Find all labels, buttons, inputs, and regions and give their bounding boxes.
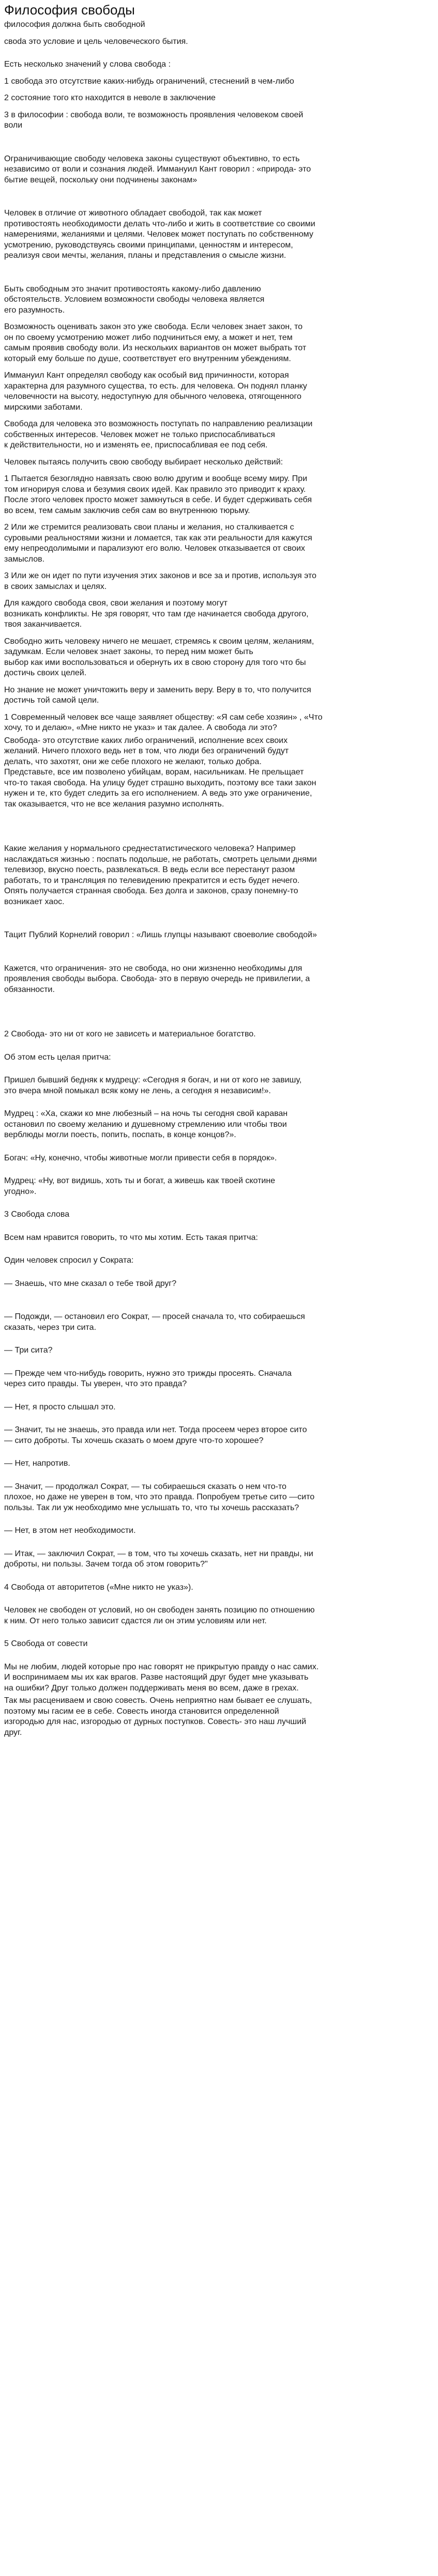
article-paragraph: 5 Свобода от совести	[4, 1639, 88, 1648]
article-paragraph: Тацит Публий Корнелий говорил : «Лишь глупцы называют своеволие свободой»	[4, 930, 317, 939]
article-paragraph: — Три сита?	[4, 1346, 53, 1355]
article-paragraph: Богач: «Ну, конечно, чтобы животные могли привести себя в порядок».	[4, 1153, 277, 1162]
article-paragraph: — Нет, я просто слышал это.	[4, 1402, 116, 1411]
article-paragraph: Быть свободным это значит противостоять какому-либо давлению обстоятельств. Условием возможности свободы человека является его разумность.	[4, 284, 265, 315]
article-paragraph: — Значит, — продолжал Сократ, — ты собираешься сказать о нем что-то плохое, но даже не уверен в том, что это правда. Попробуем третье сито —сито пользы. Так ли уж необходимо мне услышать то, что ты хочешь рассказать?	[4, 1482, 315, 1512]
article-paragraph: Мудрец : «Ха, скажи ко мне любезный – на ночь ты сегодня свой караван остановил по своему желанию и душевному стремлению или чтобы твои верблюды могли поесть, попить, поспать, в конце концов?».	[4, 1109, 288, 1139]
article-paragraph: — Прежде чем что-нибудь говорить, нужно это трижды просеять. Сначала через сито правды. Ты уверен, что это правда?	[4, 1369, 292, 1388]
article-paragraph: Какие желания у нормального среднестатистического человека? Например наслаждаться жизнью : поспать подольше, не работать, смотреть целыми днями телевизор, вкусно поесть, развлекаться. В ведь если все перестанут разом работать, то и трансляция по телевидению прекратится и есть будет нечего. Опять получается странная свобода. Без долга и законов, сразу понемну-то возникает хаос.	[4, 844, 317, 906]
article-paragraph: Иммануил Кант определял свободу как особый вид причинности, которая характерна для разумного существа, то есть. для человека. Он поднял планку человечности на высоту, недоступную для обычного человека, отягощенного мирскими заботами.	[4, 371, 307, 412]
article-paragraph: — Знаешь, что мне сказал о тебе твой друг?	[4, 1279, 177, 1288]
article-paragraph: Человек пытаясь получить свою свободу выбирает несколько действий:	[4, 457, 283, 467]
article-paragraph: 3 Свобода слова	[4, 1210, 70, 1219]
article-paragraph: Человек в отличие от животного обладает свободой, так как может противостоять необходимости делать что-либо и жить в соответствие со своими намерениями, желаниями и целями. Человек может поступать по собственному усмотрению, руководствуясь своими принципами, ценностям и интересом, реализуя свои мечты, желания, планы и представления о смысле жизни.	[4, 209, 315, 260]
article-paragraph: философия должна быть свободной	[4, 20, 145, 29]
article-title: Философия свободы	[4, 2, 135, 18]
article-paragraph: Человек не свободен от условий, но он свободен занять позицию по отношению к ним. От него только зависит сдастся ли он этим условиям или нет.	[4, 1606, 315, 1625]
article-paragraph: Свободно жить человеку ничего не мешает, стремясь к своим целям, желаниям, задумкам. Если человек знает законы, то перед ним может быть выбор как ими воспользоваться и обернуть их в свою сторону для того что бы достичь своих целей.	[4, 637, 314, 677]
article-paragraph: Свобода- это отсутствие каких либо ограничений, исполнение всех своих желаний. Ничего плохого ведь нет в том, что люди без ограничений будут делать, что захотят, они же себе плохого не желают, только добра. Представьте, все им позволено убийцам, ворам, насильникам. Не прельщает что-то такая свобода. На улицу будет страшно выходить, поэтому все таки закон нужен и те, кто будет следить за его исполнением. А ведь это уже ограничение, так оказывается, что не все желания разумно исполнять.	[4, 736, 316, 809]
article-paragraph: Возможность оценивать закон это уже свобода. Если человек знает закон, то он по своему усмотрению может либо подчиниться ему, а может и нет, тем самым проявив свободу воли. Из нескольких вариантов он может выбрать тот который ему больше по душе, соответствует его внутренним убеждениям.	[4, 322, 307, 363]
article-paragraph: Кажется, что ограничения- это не свобода, но они жизненно необходимы для проявления свободы выбора. Свобода- это в первую очередь не привилегии, а обязанности.	[4, 964, 310, 994]
article-paragraph: — Нет, в этом нет необходимости.	[4, 1526, 136, 1535]
article-paragraph: 2 состояние того кто находится в неволе в заключение	[4, 94, 216, 102]
article-paragraph: Один человек спросил у Сократа:	[4, 1256, 134, 1265]
article-paragraph: Пришел бывший бедняк к мудрецу: «Сегодня я богач, и ни от кого не завишу, это вчера мной помыкал всяк кому не лень, а сегодня я независим!».	[4, 1076, 302, 1095]
article-paragraph: Так мы расцениваем и свою совесть. Очень неприятно нам бывает ее слушать, поэтому мы гасим ее в себе. Совесть иногда становится определенной изгородью для нас, изгородью от дурных поступков. Совесть- это наш лучший друг.	[4, 1696, 312, 1737]
article-paragraph: — Подожди, — остановил его Сократ, — просей сначала то, что собираешься сказать, через три сита.	[4, 1312, 305, 1332]
article-paragraph: 1 Пытается безоглядно навязать свою волю другим и вообще всему миру. При том игнорируя слова и безумия своих идей. Как правило это приводит к краху. После этого человек просто может замкнуться в себе. И будет сдерживать себя во всем, тем самым заключив себя сам во внутреннюю тюрьму.	[4, 474, 312, 515]
article-paragraph: — Итак, — заключил Сократ, — в том, что ты хочешь сказать, нет ни правды, ни доброты, ни пользы. Зачем тогда об этом говорить?"	[4, 1549, 313, 1569]
article-body	[4, 20, 430, 1738]
article-paragraph: 3 Или же он идет по пути изучения этих законов и все за и против, используя это в своих замыслах и целях.	[4, 571, 316, 591]
article-paragraph: Для каждого свобода своя, свои желания и поэтому могут возникать конфликты. Не зря говорят, что там где начинается свобода другого, твоя заканчивается.	[4, 599, 309, 629]
article-paragraph: 2 Свобода- это ни от кого не зависеть и материальное богатство.	[4, 1030, 256, 1038]
article-paragraph: Мы не любим, людей которые про нас говорят не прикрытую правду о нас самих. И воспринимаем мы их как врагов. Разве настоящий друг будет мне указывать на ошибки? Друг только должен поддерживать меня во всем, даже в грехах.	[4, 1662, 319, 1693]
article-paragraph: — Значит, ты не знаешь, это правда или нет. Тогда просеем через второе сито — сито доброты. Ты хочешь сказать о моем друге что-то хорошее?	[4, 1425, 307, 1445]
article-paragraph: 3 в философии : свобода воли, те возможность проявления человеком своей воли	[4, 110, 304, 130]
article-paragraph: Свобода для человека это возможность поступать по направлению реализации собственных интересов. Человек может не только приспосабливаться к действительности, но и изменять ее, приспосабливая ее под себя.	[4, 420, 313, 449]
article-paragraph: Об этом есть целая притча:	[4, 1052, 111, 1062]
article-paragraph: своda это условие и цель человеческого бытия.	[4, 37, 188, 46]
article-paragraph: Ограничивающие свободу человека законы существуют объективно, то есть независимо от воли и сознания людей. Иммануил Кант говорил : «природа- это бытие вещей, поскольку они подчинены законам»	[4, 154, 311, 184]
article-paragraph: Мудрец: «Ну, вот видишь, хоть ты и богат, а живешь как твоей скотине угодно».	[4, 1176, 276, 1196]
article-paragraph: Всем нам нравится говорить, то что мы хотим. Есть такая притча:	[4, 1233, 258, 1242]
article-paragraph: 4 Свобода от авторитетов («Мне никто не указ»).	[4, 1582, 193, 1592]
article-paragraph: Есть несколько значений у слова свобода :	[4, 60, 171, 69]
article-paragraph: — Нет, напротив.	[4, 1459, 70, 1468]
article-paragraph: Но знание не может уничтожить веру и заменить веру. Веру в то, что получится достичь той самой цели.	[4, 685, 311, 705]
article-paragraph: 2 Или же стремится реализовать свои планы и желания, но сталкивается с суровыми реальностями жизни и ломается, так как эти реальности для кажутся ему непреодолимыми и парализуют его волю. Человек отказывается от своих замыслов.	[4, 523, 312, 564]
article-paragraph: 1 Современный человек все чаще заявляет обществу: «Я сам себе хозяин» , «Что хочу, то и делаю», «Мне никто не указ» и так далее. А свобода ли это?	[4, 712, 323, 732]
article-paragraph: 1 свобода это отсутствие каких-нибудь ограничений, стеснений в чем-либо	[4, 76, 294, 86]
